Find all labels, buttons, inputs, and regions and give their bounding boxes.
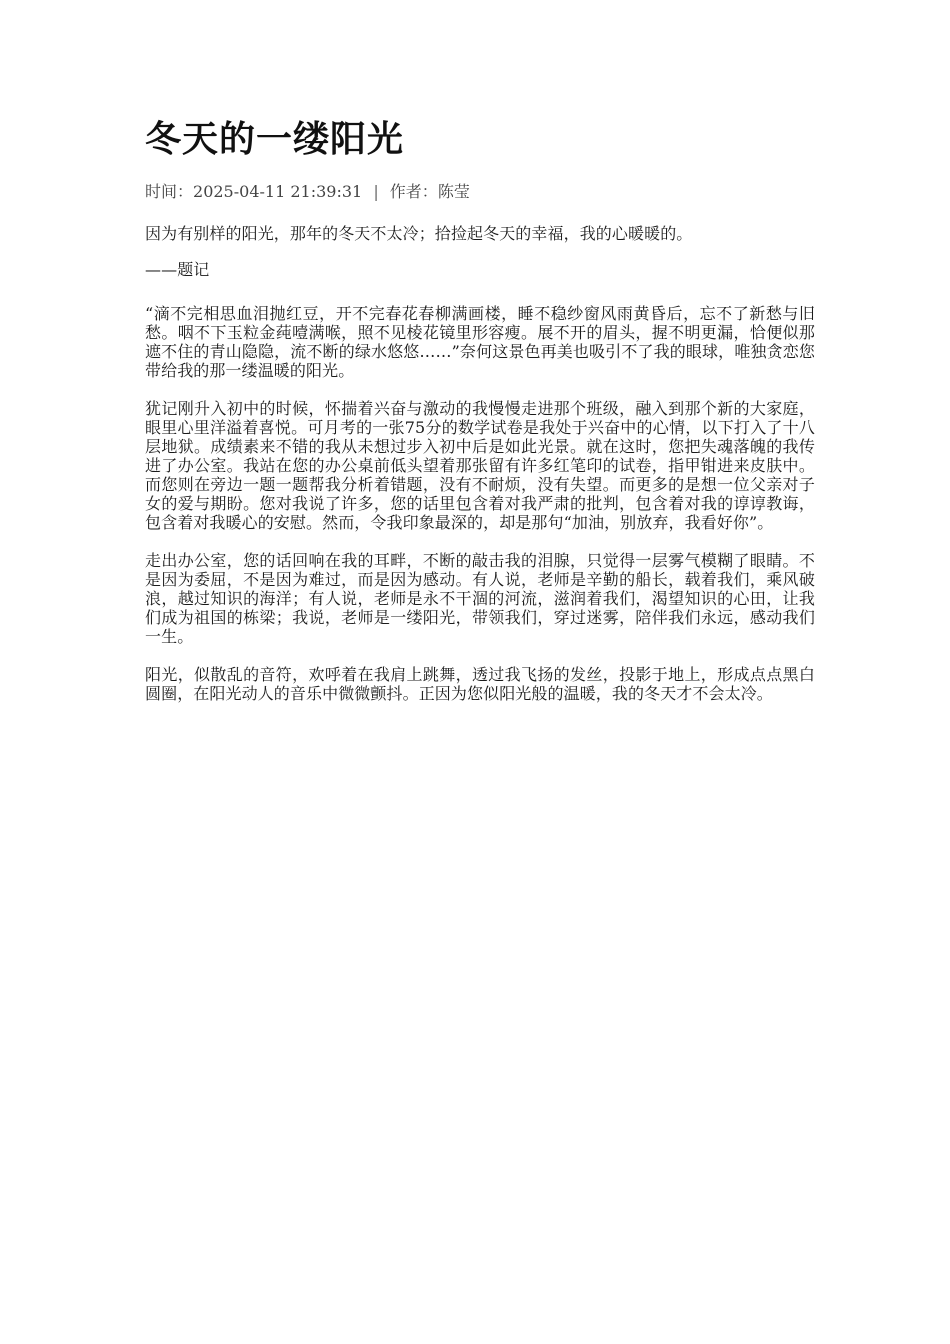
time-label: 时间： xyxy=(145,182,194,201)
body-paragraph: 犹记刚升入初中的时候，怀揣着兴奋与激动的我慢慢走进那个班级，融入到那个新的大家庭，眼里心里洋溢着喜悦。可月考的一张75分的数学试卷是我处于兴奋中的心情，以下打入了十八层地狱。成绩素来不错的我从未想过步入初中后是如此光景。就在这时，您把失魂落魄的我传进了办公室。我站在您的办公桌前低头望着那张留有许多红笔印的试卷，指甲钳进来皮肤中。而您则在旁边一题一题帮我分析着错题，没有不耐烦，没有失望。而更多的是想一位父亲对子女的爱与期盼。您对我说了许多，您的话里包含着对我严肃的批判，包含着对我的谆谆教诲，包含着对我暖心的安慰。然而，令我印象最深的，却是那句“加油，别放弃，我看好你”。 xyxy=(145,399,815,532)
body-paragraph: 阳光，似散乱的音符，欢呼着在我肩上跳舞，透过我飞扬的发丝，投影于地上，形成点点黑白圆圈，在阳光动人的音乐中微微颤抖。正因为您似阳光般的温暖，我的冬天才不会太冷。 xyxy=(145,665,815,703)
meta-separator: | xyxy=(373,182,379,201)
epigraph-note: ——题记 xyxy=(145,260,210,279)
author-label: 作者： xyxy=(389,182,438,201)
body-paragraph: 走出办公室，您的话回响在我的耳畔，不断的敲击我的泪腺，只觉得一层雾气模糊了眼睛。不是因为委屈，不是因为难过，而是因为感动。有人说，老师是辛勤的船长，载着我们，乘风破浪，越过知识的海洋；有人说，老师是永不干涸的河流，滋润着我们，渴望知识的心田，让我们成为祖国的栋梁；我说，老师是一缕阳光，带领我们，穿过迷雾，陪伴我们永远，感动我们一生。 xyxy=(145,551,815,646)
body-paragraph: “滴不完相思血泪抛红豆，开不完春花春柳满画楼，睡不稳纱窗风雨黄昏后，忘不了新愁与旧愁。咽不下玉粒金莼噎满喉，照不见棱花镜里形容瘦。展不开的眉头，握不明更漏，恰便似那遮不住的青山隐隐，流不断的绿水悠悠……”奈何这景色再美也吸引不了我的眼球，唯独贪恋您带给我的那一缕温暖的阳光。 xyxy=(145,304,815,380)
article-title: 冬天的一缕阳光 xyxy=(145,119,405,160)
time-value: 2025-04-11 21:39:31 xyxy=(193,182,363,201)
article xyxy=(145,116,815,722)
article-meta xyxy=(145,180,815,204)
intro-paragraph: 因为有别样的阳光，那年的冬天不太冷；拾捡起冬天的幸福，我的心暖暖的。 xyxy=(145,224,693,243)
author-value: 陈莹 xyxy=(437,182,470,201)
